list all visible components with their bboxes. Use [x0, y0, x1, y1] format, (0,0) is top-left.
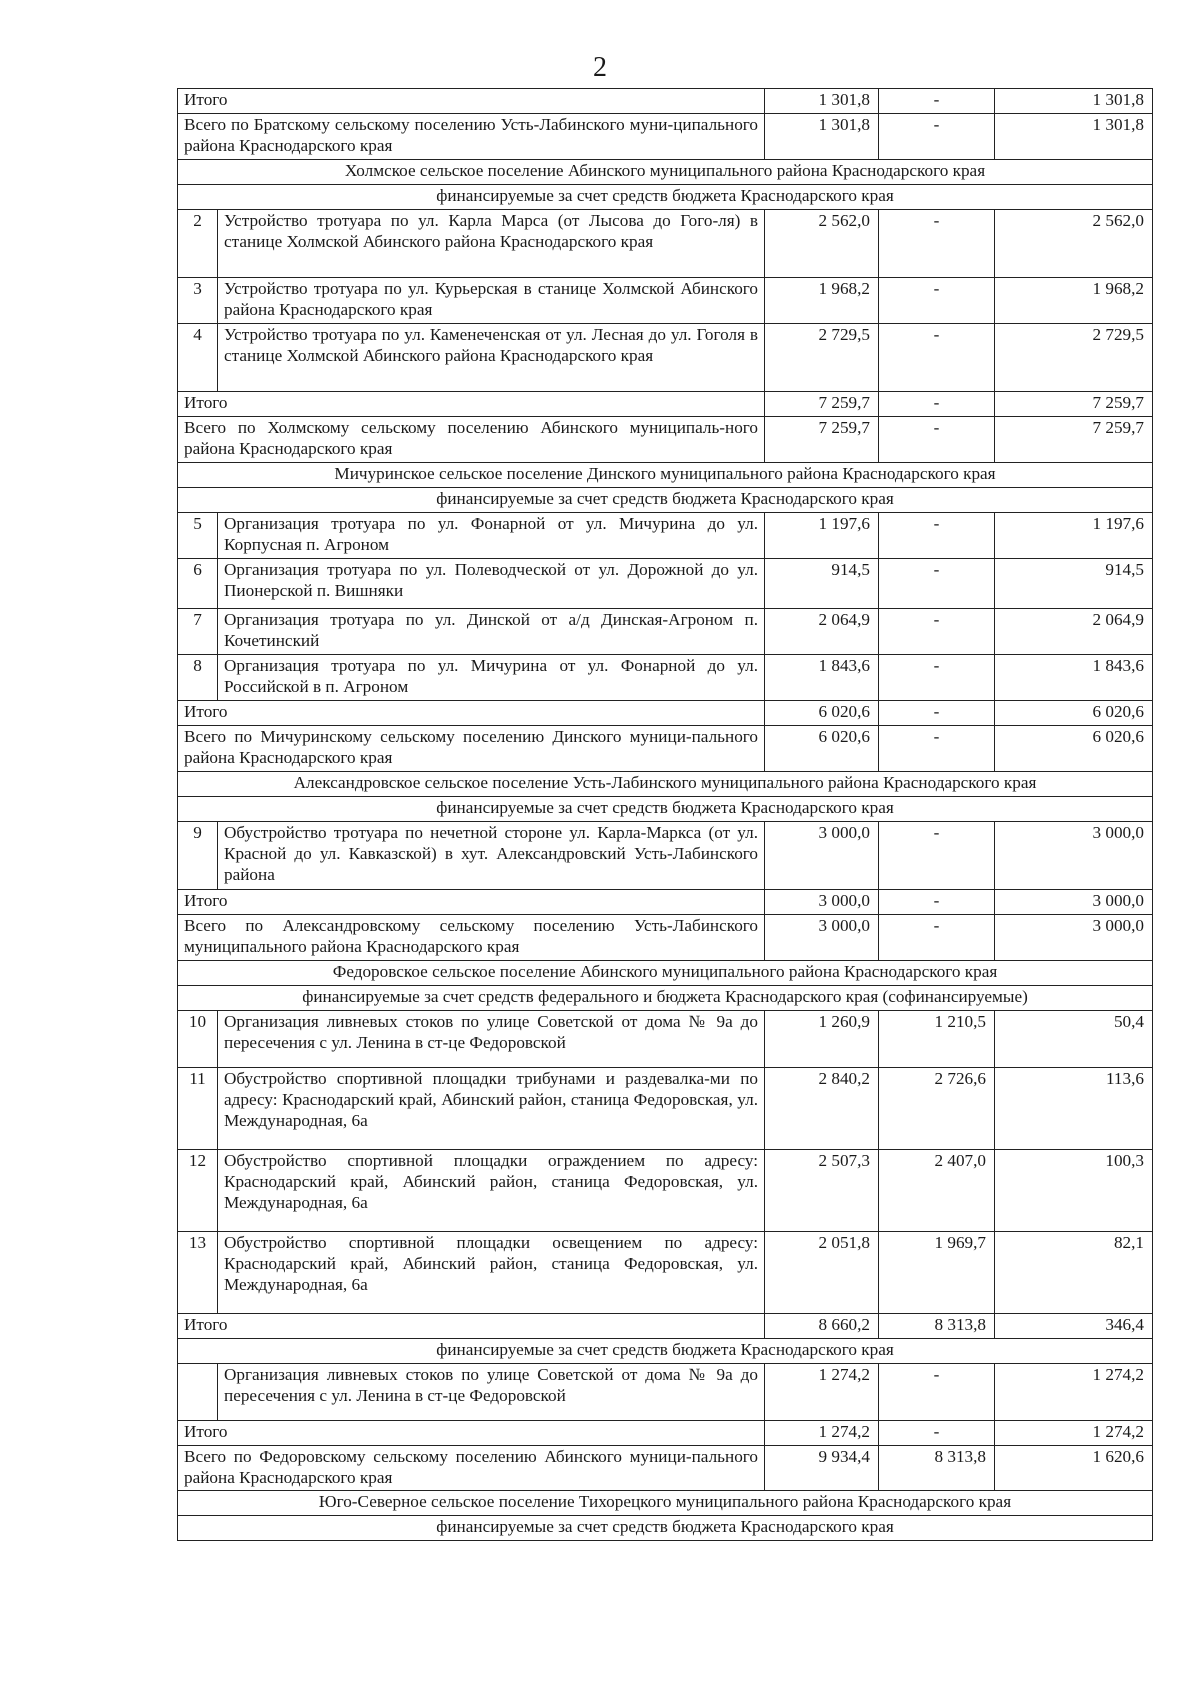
item-number: 4: [178, 323, 218, 391]
section-header-row: [178, 462, 1153, 487]
section-header-row: [178, 796, 1153, 821]
amount-regional: 1 301,8: [995, 89, 1153, 114]
amount-regional: 1 843,6: [995, 654, 1153, 700]
total-label: Всего по Александровскому сельскому поселению Усть-Лабинского муниципального района Краснодарского края: [178, 914, 765, 960]
amount-federal: -: [879, 323, 995, 391]
amount-regional: 2 562,0: [995, 209, 1153, 277]
amount-regional: 1 274,2: [995, 1363, 1153, 1420]
amount-total: 2 840,2: [765, 1067, 879, 1149]
total-label: Всего по Мичуринскому сельскому поселению Динского муници-пального района Краснодарского края: [178, 725, 765, 771]
section-header-row: [178, 960, 1153, 985]
section-title: Федоровское сельское поселение Абинского муниципального района Краснодарского края: [178, 960, 1153, 985]
amount-total: 1 260,9: [765, 1010, 879, 1067]
amount-total: 6 020,6: [765, 725, 879, 771]
section-title: финансируемые за счет средств бюджета Краснодарского края: [178, 1338, 1153, 1363]
item-name: Организация ливневых стоков по улице Советской от дома № 9а до пересечения с ул. Ленина в ст-це Федоровской: [218, 1363, 765, 1420]
item-number: 6: [178, 558, 218, 608]
table-row: [178, 654, 1153, 700]
amount-federal: 2 726,6: [879, 1067, 995, 1149]
item-name: Организация тротуара по ул. Полеводческой от ул. Дорожной до ул. Пионерской п. Вишняки: [218, 558, 765, 608]
total-label: Всего по Холмскому сельскому поселению Абинского муниципаль-ного района Краснодарского края: [178, 416, 765, 462]
item-number: 12: [178, 1149, 218, 1231]
table-row: [178, 821, 1153, 889]
item-name: Организация тротуара по ул. Фонарной от ул. Мичурина до ул. Корпусная п. Агроном: [218, 512, 765, 558]
amount-total: 2 051,8: [765, 1231, 879, 1313]
total-label: Всего по Федоровскому сельскому поселению Абинского муници-пального района Краснодарского края: [178, 1445, 765, 1491]
amount-regional: 3 000,0: [995, 889, 1153, 914]
amount-federal: -: [879, 1363, 995, 1420]
total-row: [178, 391, 1153, 416]
item-name: Обустройство спортивной площадки трибунами и раздевалка-ми по адресу: Краснодарский край, Абинский район, станица Федоровская, ул. Международная, 6а: [218, 1067, 765, 1149]
amount-federal: -: [879, 209, 995, 277]
amount-total: 1 301,8: [765, 113, 879, 159]
item-number: 7: [178, 608, 218, 654]
amount-total: 3 000,0: [765, 889, 879, 914]
funding-table-body: [178, 89, 1153, 1541]
total-row: [178, 700, 1153, 725]
total-row: [178, 889, 1153, 914]
amount-federal: -: [879, 700, 995, 725]
table-row: [178, 1067, 1153, 1149]
amount-regional: 346,4: [995, 1313, 1153, 1338]
amount-federal: -: [879, 914, 995, 960]
item-number: 2: [178, 209, 218, 277]
item-number: [178, 1363, 218, 1420]
section-title: финансируемые за счет средств бюджета Краснодарского края: [178, 184, 1153, 209]
item-number: 11: [178, 1067, 218, 1149]
total-row: [178, 1445, 1153, 1491]
amount-federal: -: [879, 1420, 995, 1445]
amount-total: 2 729,5: [765, 323, 879, 391]
table-row: [178, 608, 1153, 654]
section-header-row: [178, 1491, 1153, 1516]
amount-total: 3 000,0: [765, 914, 879, 960]
amount-total: 9 934,4: [765, 1445, 879, 1491]
amount-total: 8 660,2: [765, 1313, 879, 1338]
section-title: Холмское сельское поселение Абинского муниципального района Краснодарского края: [178, 159, 1153, 184]
amount-federal: 1 210,5: [879, 1010, 995, 1067]
amount-federal: 8 313,8: [879, 1445, 995, 1491]
amount-regional: 50,4: [995, 1010, 1153, 1067]
amount-federal: -: [879, 725, 995, 771]
amount-regional: 7 259,7: [995, 391, 1153, 416]
amount-regional: 3 000,0: [995, 914, 1153, 960]
amount-total: 2 064,9: [765, 608, 879, 654]
section-title: финансируемые за счет средств бюджета Краснодарского края: [178, 487, 1153, 512]
table-row: [178, 277, 1153, 323]
amount-federal: -: [879, 113, 995, 159]
amount-regional: 1 301,8: [995, 113, 1153, 159]
amount-regional: 1 197,6: [995, 512, 1153, 558]
amount-regional: 6 020,6: [995, 725, 1153, 771]
item-name: Обустройство спортивной площадки освещением по адресу: Краснодарский край, Абинский район, станица Федоровская, ул. Международная, 6а: [218, 1231, 765, 1313]
section-header-row: [178, 771, 1153, 796]
amount-total: 1 274,2: [765, 1363, 879, 1420]
amount-federal: -: [879, 654, 995, 700]
amount-federal: -: [879, 89, 995, 114]
section-header-row: [178, 985, 1153, 1010]
amount-federal: -: [879, 391, 995, 416]
amount-regional: 113,6: [995, 1067, 1153, 1149]
amount-federal: -: [879, 416, 995, 462]
funding-table: [177, 88, 1153, 1541]
table-row: [178, 1149, 1153, 1231]
total-row: [178, 1313, 1153, 1338]
item-number: 9: [178, 821, 218, 889]
item-name: Обустройство спортивной площадки ограждением по адресу: Краснодарский край, Абинский район, станица Федоровская, ул. Международная, 6а: [218, 1149, 765, 1231]
item-number: 3: [178, 277, 218, 323]
item-name: Устройство тротуара по ул. Курьерская в станице Холмской Абинского района Краснодарского края: [218, 277, 765, 323]
section-header-row: [178, 184, 1153, 209]
amount-federal: -: [879, 821, 995, 889]
amount-federal: -: [879, 512, 995, 558]
section-header-row: [178, 487, 1153, 512]
amount-regional: 3 000,0: [995, 821, 1153, 889]
item-number: 5: [178, 512, 218, 558]
item-name: Устройство тротуара по ул. Карла Марса (от Лысова до Гого-ля) в станице Холмской Абинского района Краснодарского края: [218, 209, 765, 277]
section-title: финансируемые за счет средств бюджета Краснодарского края: [178, 1516, 1153, 1541]
amount-total: 1 301,8: [765, 89, 879, 114]
amount-total: 2 562,0: [765, 209, 879, 277]
item-number: 10: [178, 1010, 218, 1067]
amount-regional: 1 620,6: [995, 1445, 1153, 1491]
amount-regional: 100,3: [995, 1149, 1153, 1231]
amount-regional: 82,1: [995, 1231, 1153, 1313]
amount-total: 7 259,7: [765, 416, 879, 462]
item-number: 8: [178, 654, 218, 700]
amount-federal: -: [879, 558, 995, 608]
total-row: [178, 1420, 1153, 1445]
amount-federal: 1 969,7: [879, 1231, 995, 1313]
amount-total: 1 843,6: [765, 654, 879, 700]
amount-total: 7 259,7: [765, 391, 879, 416]
section-title: Александровское сельское поселение Усть-Лабинского муниципального района Краснодарского края: [178, 771, 1153, 796]
section-header-row: [178, 1338, 1153, 1363]
amount-federal: -: [879, 608, 995, 654]
section-title: финансируемые за счет средств федерального и бюджета Краснодарского края (софинансируемые): [178, 985, 1153, 1010]
total-row: [178, 113, 1153, 159]
total-label: Итого: [178, 89, 765, 114]
item-number: 13: [178, 1231, 218, 1313]
amount-total: 6 020,6: [765, 700, 879, 725]
amount-federal: 2 407,0: [879, 1149, 995, 1231]
total-label: Итого: [178, 700, 765, 725]
amount-regional: 914,5: [995, 558, 1153, 608]
total-label: Итого: [178, 1420, 765, 1445]
item-name: Организация тротуара по ул. Динской от а/д Динская-Агроном п. Кочетинский: [218, 608, 765, 654]
item-name: Устройство тротуара по ул. Каменеченская от ул. Лесная до ул. Гоголя в станице Холмской Абинского района Краснодарского края: [218, 323, 765, 391]
section-title: финансируемые за счет средств бюджета Краснодарского края: [178, 796, 1153, 821]
section-title: Юго-Северное сельское поселение Тихорецкого муниципального района Краснодарского края: [178, 1491, 1153, 1516]
page-number: 2: [593, 52, 607, 83]
amount-total: 1 197,6: [765, 512, 879, 558]
total-label: Всего по Братскому сельскому поселению Усть-Лабинского муни-ципального района Краснодарского края: [178, 113, 765, 159]
total-row: [178, 416, 1153, 462]
total-label: Итого: [178, 391, 765, 416]
table-row: [178, 558, 1153, 608]
table-row: [178, 323, 1153, 391]
amount-total: 3 000,0: [765, 821, 879, 889]
table-row: [178, 1363, 1153, 1420]
amount-regional: 7 259,7: [995, 416, 1153, 462]
total-row: [178, 914, 1153, 960]
item-name: Обустройство тротуара по нечетной стороне ул. Карла-Маркса (от ул. Красной до ул. Кавказской) в хут. Александровский Усть-Лабинского района: [218, 821, 765, 889]
amount-regional: 2 729,5: [995, 323, 1153, 391]
amount-total: 1 274,2: [765, 1420, 879, 1445]
amount-total: 914,5: [765, 558, 879, 608]
amount-total: 1 968,2: [765, 277, 879, 323]
amount-regional: 1 968,2: [995, 277, 1153, 323]
total-row: [178, 725, 1153, 771]
amount-federal: 8 313,8: [879, 1313, 995, 1338]
section-title: Мичуринское сельское поселение Динского муниципального района Краснодарского края: [178, 462, 1153, 487]
table-row: [178, 209, 1153, 277]
section-header-row: [178, 159, 1153, 184]
table-row: [178, 1010, 1153, 1067]
amount-regional: 2 064,9: [995, 608, 1153, 654]
section-header-row: [178, 1516, 1153, 1541]
amount-regional: 6 020,6: [995, 700, 1153, 725]
amount-regional: 1 274,2: [995, 1420, 1153, 1445]
amount-federal: -: [879, 889, 995, 914]
table-row: [178, 512, 1153, 558]
item-name: Организация тротуара по ул. Мичурина от ул. Фонарной до ул. Российской в п. Агроном: [218, 654, 765, 700]
table-row: [178, 1231, 1153, 1313]
amount-federal: -: [879, 277, 995, 323]
amount-total: 2 507,3: [765, 1149, 879, 1231]
total-label: Итого: [178, 889, 765, 914]
item-name: Организация ливневых стоков по улице Советской от дома № 9а до пересечения с ул. Ленина в ст-це Федоровской: [218, 1010, 765, 1067]
total-label: Итого: [178, 1313, 765, 1338]
total-row: [178, 89, 1153, 114]
